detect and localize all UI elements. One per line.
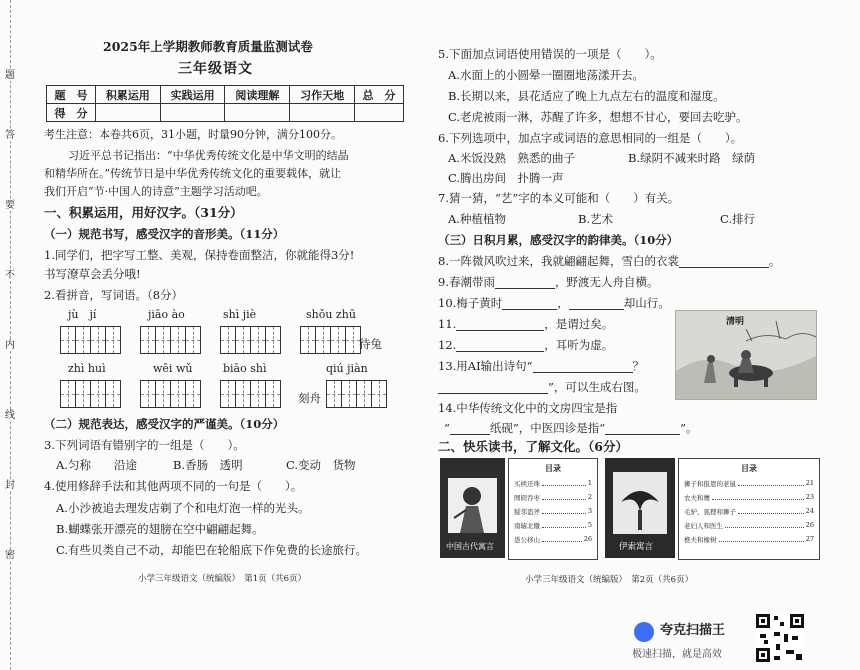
- score-cell[interactable]: [355, 104, 404, 122]
- score-header: 总 分: [355, 86, 404, 104]
- scanner-slogan: 极速扫描，就是高效: [632, 649, 722, 660]
- option-c[interactable]: C.有些贝类自己不动，却能巴在轮船底下作免费的长途旅行。: [56, 543, 368, 557]
- option-c[interactable]: C.腾出房间 扑腾一声: [448, 171, 564, 185]
- scanner-brand: 夸克扫描王: [660, 623, 726, 638]
- pinyin-label: jiāo ào: [148, 308, 185, 321]
- question-5: 5.下面加点词语使用错误的一项是（ ）。: [438, 47, 662, 61]
- score-table: [46, 85, 404, 122]
- pinyin-label: jù jí: [68, 308, 97, 321]
- answer-blank[interactable]: [679, 267, 769, 268]
- option-c[interactable]: C.变动 货物: [286, 458, 356, 472]
- pinyin-label: qiú jiàn: [326, 362, 368, 375]
- section-heading: 二、快乐读书，了解文化。（6分）: [438, 439, 628, 454]
- subsection-heading: （三）日积月累，感受汉字的韵律美。（10分）: [438, 233, 679, 247]
- question-14: 14.中华传统文化中的文房四宝是指: [438, 401, 618, 415]
- question-11: 11. ，是谓过矣。: [438, 317, 614, 331]
- subsection-heading: （一）规范书写，感受汉字的音形美。（11分）: [44, 227, 285, 241]
- score-header: 题 号: [47, 86, 96, 104]
- question-8: 8.一阵微风吹过来，我就翩翩起舞，雪白的衣裳 。: [438, 254, 781, 268]
- question-6: 6.下列选项中，加点字或词语的意思相同的一组是（ ）。: [438, 131, 743, 145]
- answer-blank[interactable]: [438, 393, 548, 394]
- book-cover-aesop-fables: [605, 458, 675, 558]
- option-a[interactable]: A.米饭没熟 熟悉的曲子: [448, 151, 575, 165]
- option-a[interactable]: A.水面上的小圆晕一圈圈地荡漾开去。: [448, 68, 644, 82]
- writing-grid[interactable]: [326, 380, 387, 408]
- option-b[interactable]: B.香肠 透明: [173, 458, 243, 472]
- subsection-heading: （二）规范表达，感受汉字的严谨美。（10分）: [44, 417, 285, 431]
- binding-char: 封: [2, 480, 18, 491]
- binding-char: 不: [2, 270, 18, 281]
- question-9: 9.春潮带雨 ，野渡无人舟自横。: [438, 275, 659, 289]
- toc-entry: 农夫和鹰 23: [684, 493, 814, 502]
- score-header: 习作天地: [290, 86, 355, 104]
- score-row-label: 得 分: [47, 104, 96, 122]
- writing-grid[interactable]: [60, 380, 121, 408]
- option-c[interactable]: C.排行: [720, 212, 756, 226]
- score-cell[interactable]: [225, 104, 290, 122]
- cover-art: [448, 478, 497, 533]
- toc-entry: 狮子和报恩的老鼠 21: [684, 479, 814, 488]
- question-10: 10.梅子黄时 ， 却山行。: [438, 296, 670, 310]
- book-title: 中国古代寓言: [446, 542, 494, 551]
- toc-entry: 南辕北辙 5: [514, 521, 592, 530]
- book-cover-chinese-fables: [440, 458, 505, 558]
- answer-blank[interactable]: [450, 434, 490, 435]
- question-2: 2.看拼音，写词语。（8分）: [44, 288, 184, 302]
- pinyin-label: shǒu zhū: [306, 308, 356, 321]
- binding-char: 内: [2, 340, 18, 351]
- option-b[interactable]: B.绿阴不减来时路 绿荫: [628, 151, 756, 165]
- grid-suffix: 待兔: [359, 337, 382, 351]
- qr-code-icon[interactable]: [756, 614, 804, 662]
- answer-blank[interactable]: [502, 309, 557, 310]
- score-header: 积累运用: [95, 86, 160, 104]
- scanner-watermark: [632, 618, 752, 663]
- binding-char: 密: [2, 550, 18, 561]
- question-13-cont: ”，可以生成右图。: [438, 380, 646, 394]
- question-13: 13.用AI输出诗句“ ？: [438, 359, 645, 373]
- answer-blank[interactable]: [569, 309, 624, 310]
- score-header: 实践运用: [160, 86, 225, 104]
- option-a[interactable]: A.种植植物: [448, 212, 506, 226]
- pinyin-label: wēi wǔ: [153, 362, 193, 375]
- writing-grid[interactable]: [140, 380, 201, 408]
- score-cell[interactable]: [95, 104, 160, 122]
- pinyin-label: zhì huì: [68, 362, 106, 375]
- grid-suffix: 刻舟: [298, 391, 321, 405]
- question-7: 7.猜一猜，“艺”字的本义可能和（ ）有关。: [438, 191, 680, 205]
- answer-blank[interactable]: [456, 330, 544, 331]
- question-1-cont: 书写潦草会丢分哦!: [44, 267, 141, 281]
- page-footer: 小学三年级语文（统编版） 第2页（共6页）: [525, 575, 694, 585]
- toc-entry: 老妇人和医生 26: [684, 521, 814, 530]
- writing-grid[interactable]: [220, 326, 281, 354]
- toc-entry: 毛驴、狐狸和狮子 24: [684, 507, 814, 516]
- option-b[interactable]: B.艺术: [578, 212, 614, 226]
- book-title: 伊索寓言: [619, 542, 654, 552]
- painting-caption: 清明: [726, 317, 745, 327]
- section-heading: 一、积累运用，用好汉字。（31分）: [44, 205, 243, 220]
- option-c[interactable]: C.老虎被雨一淋，苏醒了许多，想想不甘心，要回去吃驴。: [448, 110, 748, 124]
- answer-blank[interactable]: [533, 372, 633, 373]
- score-cell[interactable]: [160, 104, 225, 122]
- answer-blank[interactable]: [605, 434, 680, 435]
- table-of-contents-2: [678, 458, 820, 560]
- binding-char: 题: [2, 70, 18, 81]
- cover-art: [613, 472, 667, 534]
- score-cell[interactable]: [290, 104, 355, 122]
- score-header: 阅读理解: [225, 86, 290, 104]
- scanner-logo-icon: [634, 622, 654, 642]
- question-14-cont: “ 纸砚”，中医四诊是指“ ”。: [444, 421, 698, 435]
- question-4: 4.使用修辞手法和其他两项不同的一句是（ ）。: [44, 479, 303, 493]
- question-12: 12. ，耳听为虚。: [438, 338, 614, 352]
- binding-char: 线: [2, 410, 18, 421]
- question-1: 1.同学们，把字写工整、美观，保持卷面整洁，你就能得3分!: [44, 248, 355, 262]
- qingming-painting: [675, 310, 817, 400]
- pinyin-label: shì jiè: [223, 308, 257, 321]
- writing-grid[interactable]: [300, 326, 361, 354]
- seal-line: [10, 0, 11, 670]
- option-a[interactable]: A.匀称 沿途: [56, 458, 137, 472]
- intro-line: 和精华所在。”传统节日是中华优秀传统文化的重要载体，就让: [44, 167, 342, 180]
- writing-grid[interactable]: [140, 326, 201, 354]
- option-b[interactable]: B.长期以来，县花适应了晚上九点左右的温度和湿度。: [448, 89, 725, 103]
- writing-grid[interactable]: [220, 380, 281, 408]
- binding-char: 答: [2, 130, 18, 141]
- answer-blank[interactable]: [495, 288, 555, 289]
- toc-heading: 目录: [741, 463, 757, 473]
- option-b[interactable]: B.蝴蝶张开漂亮的翅膀在空中翩翩起舞。: [56, 522, 264, 536]
- binding-char: 要: [2, 200, 18, 211]
- writing-grid[interactable]: [60, 326, 121, 354]
- option-a[interactable]: A.小沙被追去理发店剃了个和电灯泡一样的光头。: [56, 501, 310, 515]
- answer-blank[interactable]: [456, 351, 544, 352]
- binding-margin: [0, 0, 22, 670]
- toc-entry: 买椟还珠 1: [514, 479, 592, 488]
- pinyin-label: biāo shì: [223, 362, 267, 375]
- toc-entry: 愚公移山 26: [514, 535, 592, 544]
- toc-entry: 疑邻盗斧 3: [514, 507, 592, 516]
- table-of-contents-1: [508, 458, 598, 560]
- toc-heading: 目录: [545, 463, 561, 473]
- intro-line: 习近平总书记指出：“中华优秀传统文化是中华文明的结晶: [68, 149, 349, 162]
- toc-entry: 樵夫和橡树 27: [684, 535, 814, 544]
- intro-line: 我们开启“节·中国人的诗意”主题学习活动吧。: [44, 185, 268, 198]
- exam-title: 2025年上学期教师教育质量监测试卷: [103, 39, 313, 54]
- question-3: 3.下列词语有错别字的一组是（ ）。: [44, 438, 245, 452]
- exam-notice: 考生注意：本卷共6页，31小题，时量90分钟，满分100分。: [44, 128, 342, 141]
- painting-illustration: [676, 311, 816, 399]
- page-footer: 小学三年级语文（统编版） 第1页（共6页）: [138, 574, 307, 584]
- exam-subtitle: 三年级语文: [178, 61, 253, 77]
- toc-entry: 囫囵吞枣 2: [514, 493, 592, 502]
